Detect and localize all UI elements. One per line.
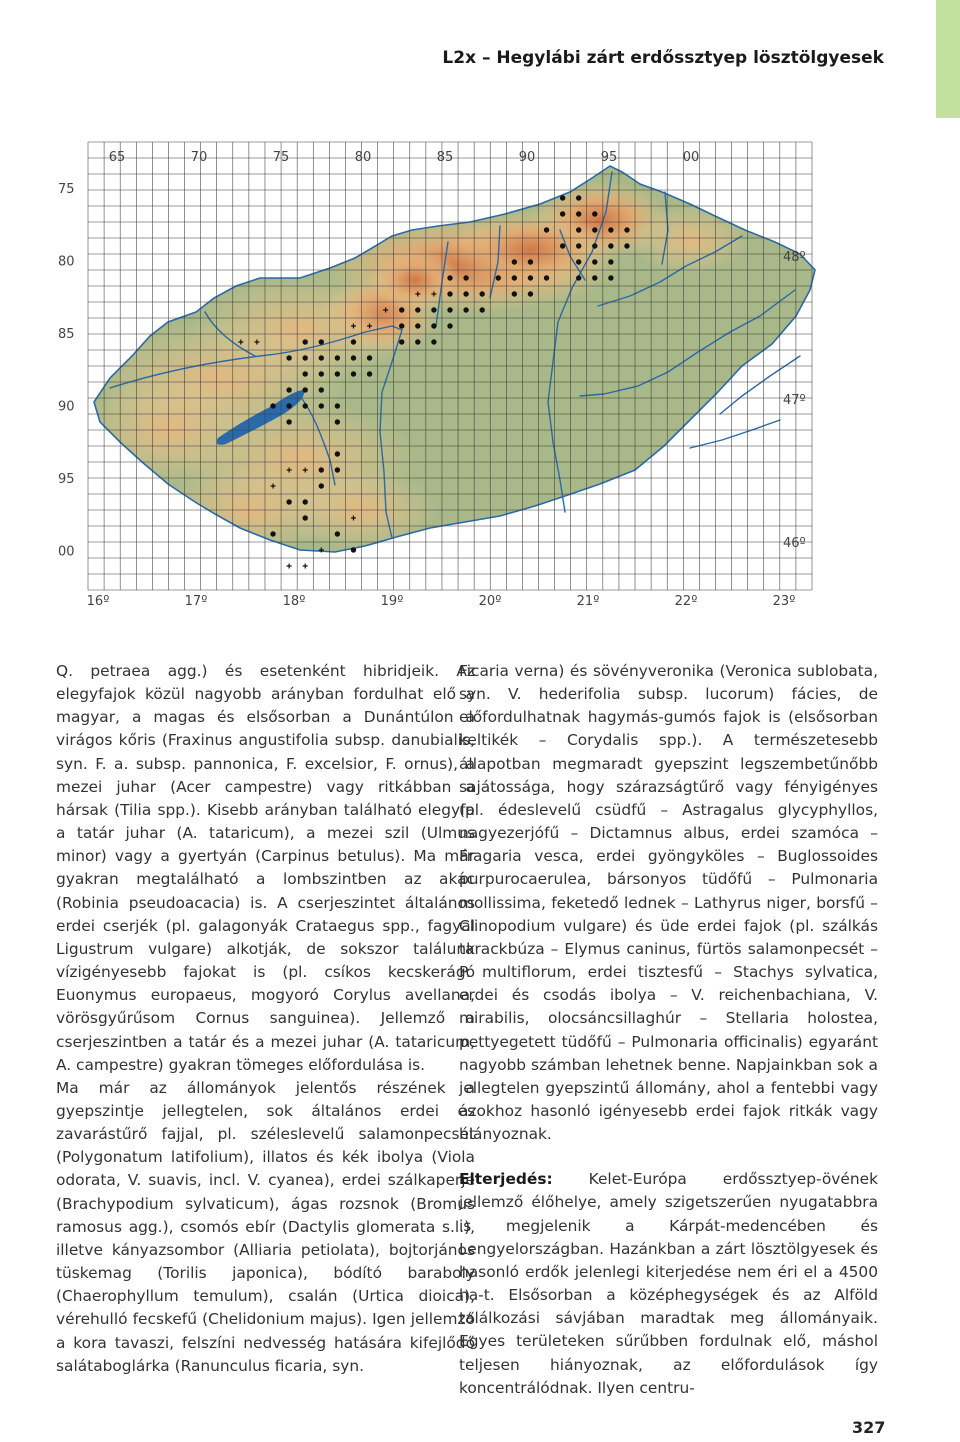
occurrence-dot	[592, 259, 597, 264]
occurrence-dot	[463, 307, 468, 312]
occurrence-dot	[319, 387, 324, 392]
map-left-label: 90	[58, 399, 75, 415]
occurrence-dot	[528, 259, 533, 264]
map-bottom-label: 19º	[380, 594, 404, 609]
page-title: L2x – Hegylábi zárt erdőssztyep lösztölgyesek	[442, 48, 884, 68]
occurrence-dot	[351, 547, 356, 552]
occurrence-dot	[463, 291, 468, 296]
map-top-label: 95	[600, 150, 618, 165]
occurrence-dot	[303, 403, 308, 408]
occurrence-dot	[319, 403, 324, 408]
occurrence-dot	[270, 403, 275, 408]
occurrence-dot	[303, 499, 308, 504]
occurrence-dot	[335, 403, 340, 408]
occurrence-dot	[576, 195, 581, 200]
map-left-label: 00	[58, 544, 75, 560]
occurrence-dot	[335, 371, 340, 376]
map-top-label: 90	[518, 150, 536, 165]
occurrence-dot	[335, 531, 340, 536]
map-top-label: 00	[682, 150, 700, 165]
occurrence-dot	[415, 307, 420, 312]
map-left-label: 80	[58, 254, 75, 270]
elterjedes-label: Elterjedés:	[459, 1170, 553, 1189]
map-bottom-label: 21º	[576, 594, 600, 609]
map-left-label: 95	[58, 472, 75, 487]
map-top-label: 75	[272, 150, 290, 165]
occurrence-dot	[512, 259, 517, 264]
map-bottom-label: 18º	[282, 594, 306, 609]
occurrence-dot	[431, 323, 436, 328]
map-bottom-label: 23º	[772, 594, 796, 609]
occurrence-dot	[303, 339, 308, 344]
left-text-column	[56, 660, 475, 1378]
map-top-label: 80	[354, 150, 372, 165]
river-line	[690, 420, 780, 448]
occurrence-dot	[479, 291, 484, 296]
occurrence-dot	[576, 259, 581, 264]
occurrence-dot	[351, 371, 356, 376]
right-text-column	[459, 660, 878, 1400]
occurrence-dot	[303, 355, 308, 360]
occurrence-dot	[447, 323, 452, 328]
occurrence-dot	[319, 467, 324, 472]
elterjedes-paragraph	[459, 1168, 878, 1400]
occurrence-dot	[576, 275, 581, 280]
occurrence-dot	[608, 243, 613, 248]
occurrence-dot	[335, 355, 340, 360]
occurrence-cross	[303, 564, 308, 569]
occurrence-dot	[431, 339, 436, 344]
map-left-label: 75	[58, 182, 75, 197]
map-top-label: 65	[108, 150, 126, 165]
occurrence-dot	[447, 291, 452, 296]
occurrence-dot	[286, 387, 291, 392]
occurrence-dot	[399, 323, 404, 328]
occurrence-dot	[286, 499, 291, 504]
distribution-map	[0, 130, 960, 630]
occurrence-dot	[576, 227, 581, 232]
occurrence-dot	[592, 275, 597, 280]
map-bottom-label: 20º	[478, 594, 502, 609]
occurrence-dot	[319, 483, 324, 488]
occurrence-dot	[270, 531, 275, 536]
occurrence-dot	[303, 387, 308, 392]
right-paragraph-1: Ficaria verna) és sövényveronika (Veronica sublobata, syn. V. hederifolia subsp. lucorum) fácies, de előfordulhatnak hagymás-gumós fajok is (elsősorban keltikék – Corydalis spp.). A természetesebb állapotban megmaradt gyepszint legszembetűnőbb sajátossága, hogy szárazságtűrő vagy fényigényes (pl. édeslevelű csüdfű – Astragalus glycyphyllos, nagyezerjófű – Dictamnus albus, erdei szamóca – Fragaria vesca, erdei gyöngyköles – Buglossoides purpurocaerulea, bársonyos tüdőfű – Pulmonaria mollissima, feketedő lednek – Lathyrus niger, borsfű – Clinopodium vulgare) és üde erdei fajok (pl. szálkás tarackbúza – Elymus caninus, fürtös salamonpecsét – P. multiflorum, erdei tisztesfű – Stachys sylvatica, erdei és csodás ibolya – V. reichenbachiana, V. mirabilis, olocsáncsillaghúr – Stellaria holostea, pettyegetett tüdőfű – Pulmonaria officinalis) egyaránt nagyobb számban lehetnek benne. Napjainkban sok a jellegtelen gyepszintű állomány, ahol a fentebbi vagy azokhoz hasonló igényesebb erdei fajok ritkák vagy hiányoznak.	[459, 662, 878, 1144]
occurrence-dot	[303, 515, 308, 520]
occurrence-dot	[335, 467, 340, 472]
occurrence-dot	[286, 355, 291, 360]
occurrence-dot	[592, 243, 597, 248]
occurrence-dot	[608, 275, 613, 280]
occurrence-dot	[576, 243, 581, 248]
section-color-tab	[936, 0, 960, 118]
occurrence-dot	[560, 243, 565, 248]
occurrence-dot	[286, 403, 291, 408]
distribution-map-svg	[0, 130, 960, 630]
occurrence-dot	[479, 307, 484, 312]
occurrence-dot	[592, 211, 597, 216]
occurrence-dot	[512, 275, 517, 280]
map-bottom-label: 22º	[674, 594, 698, 609]
occurrence-dot	[367, 371, 372, 376]
occurrence-dot	[399, 307, 404, 312]
occurrence-dot	[399, 339, 404, 344]
occurrence-dot	[351, 339, 356, 344]
occurrence-dot	[447, 307, 452, 312]
occurrence-cross	[287, 564, 292, 569]
page-number: 327	[852, 1418, 886, 1437]
hungary-relief-fill	[80, 166, 815, 555]
left-paragraph-2: Ma már az állományok jelentős részének a gyepszintje jellegtelen, sok általános erdei és zavarástűrő fajjal, pl. széleslevelű salamonpecsét (Polygonatum latifolium), illatos és kék ibolya (Viola odorata, V. suavis, incl. V. cyanea), erdei szálkaperje (Brachypodium sylvaticum), ágas rozsnok (Bromus ramosus agg.), csomós ebír (Dactylis glomerata s.l.), illetve kányazsombor (Alliaria petiolata), bojtorjános tüskemag (Torilis japonica), bódító baraboly (Chaerophyllum temulum), csalán (Urtica dioica), vérehulló fecskefű (Chelidonium majus). Igen jellemző a kora tavaszi, felszíni nedvesség hatására kifejlődő salátaboglárka (Ranunculus ficaria, syn.	[56, 1078, 475, 1375]
occurrence-dot	[592, 227, 597, 232]
occurrence-dot	[415, 323, 420, 328]
occurrence-dot	[624, 243, 629, 248]
occurrence-dot	[319, 355, 324, 360]
occurrence-dot	[544, 275, 549, 280]
occurrence-dot	[431, 307, 436, 312]
occurrence-dot	[560, 211, 565, 216]
occurrence-dot	[319, 339, 324, 344]
map-right-label: 47º	[783, 393, 806, 408]
elterjedes-body: Kelet-Európa erdőssztyep-övének jellemző élőhelye, amely szigetszerűen nyugatabbra is megjelenik a Kárpát-medencében és Lengyelországban. Hazánkban a zárt lösztölgyesek és hasonló erdők jelenlegi kiterjedése nem éri el a 4500 ha-t. Elsősorban a középhegységek és az Alföld találkozási sávjában maradtak meg állományaik. Egyes területeken sűrűbben fordulnak elő, máshol teljesen hiányoznak, az előfordulások így koncentrálódnak. Ilyen centru-	[459, 1170, 878, 1397]
occurrence-dot	[624, 227, 629, 232]
map-top-label: 70	[190, 150, 208, 165]
occurrence-dot	[286, 419, 291, 424]
map-left-label: 85	[58, 327, 75, 342]
occurrence-dot	[303, 371, 308, 376]
occurrence-dot	[608, 259, 613, 264]
map-top-label: 85	[436, 150, 454, 165]
occurrence-dot	[415, 339, 420, 344]
occurrence-dot	[512, 291, 517, 296]
occurrence-dot	[335, 419, 340, 424]
occurrence-dot	[560, 195, 565, 200]
map-right-label: 46º	[783, 536, 806, 551]
map-right-label: 48º	[783, 250, 806, 265]
occurrence-dot	[367, 355, 372, 360]
relief-patch	[370, 250, 460, 310]
occurrence-dot	[447, 275, 452, 280]
map-bottom-label: 16º	[86, 594, 110, 609]
occurrence-dot	[528, 291, 533, 296]
occurrence-dot	[576, 211, 581, 216]
occurrence-dot	[528, 275, 533, 280]
occurrence-dot	[319, 371, 324, 376]
occurrence-dot	[463, 275, 468, 280]
occurrence-dot	[351, 355, 356, 360]
occurrence-dot	[335, 451, 340, 456]
occurrence-dot	[608, 227, 613, 232]
occurrence-dot	[496, 275, 501, 280]
map-bottom-label: 17º	[184, 594, 208, 609]
occurrence-dot	[544, 227, 549, 232]
left-paragraph-1: Q. petraea agg.) és esetenként hibridjeik. Az elegyfajok közül nagyobb arányban fordulhat elő a magyar, a magas és elsősorban a Dunántúlon a virágos kőris (Fraxinus angustifolia subsp. danubialis, syn. F. a. subsp. pannonica, F. excelsior, F. ornus), a mezei juhar (Acer campestre) vagy ritkábban a hársak (Tilia spp.). Kisebb arányban található elegyfa a tatár juhar (A. tataricum), a mezei szil (Ulmus minor) vagy a gyertyán (Carpinus betulus). Ma már gyakran megtalálható a lombszintben az akác (Robinia pseudoacacia) is. A cserjeszintet általános erdei cserjék (pl. galagonyák Crataegus spp., fagyal Ligustrum vulgare) alkotják, de sokszor találunk vízigényesebb fajokat is (pl. csíkos kecskerágó Euonymus europaeus, mogyoró Corylus avellana, vörösgyűrűsom Cornus sanguinea). Jellemző a cserjeszintben a tatár és a mezei juhar (A. tataricum, A. campestre) gyakran tömeges előfordulása is.	[56, 662, 475, 1074]
